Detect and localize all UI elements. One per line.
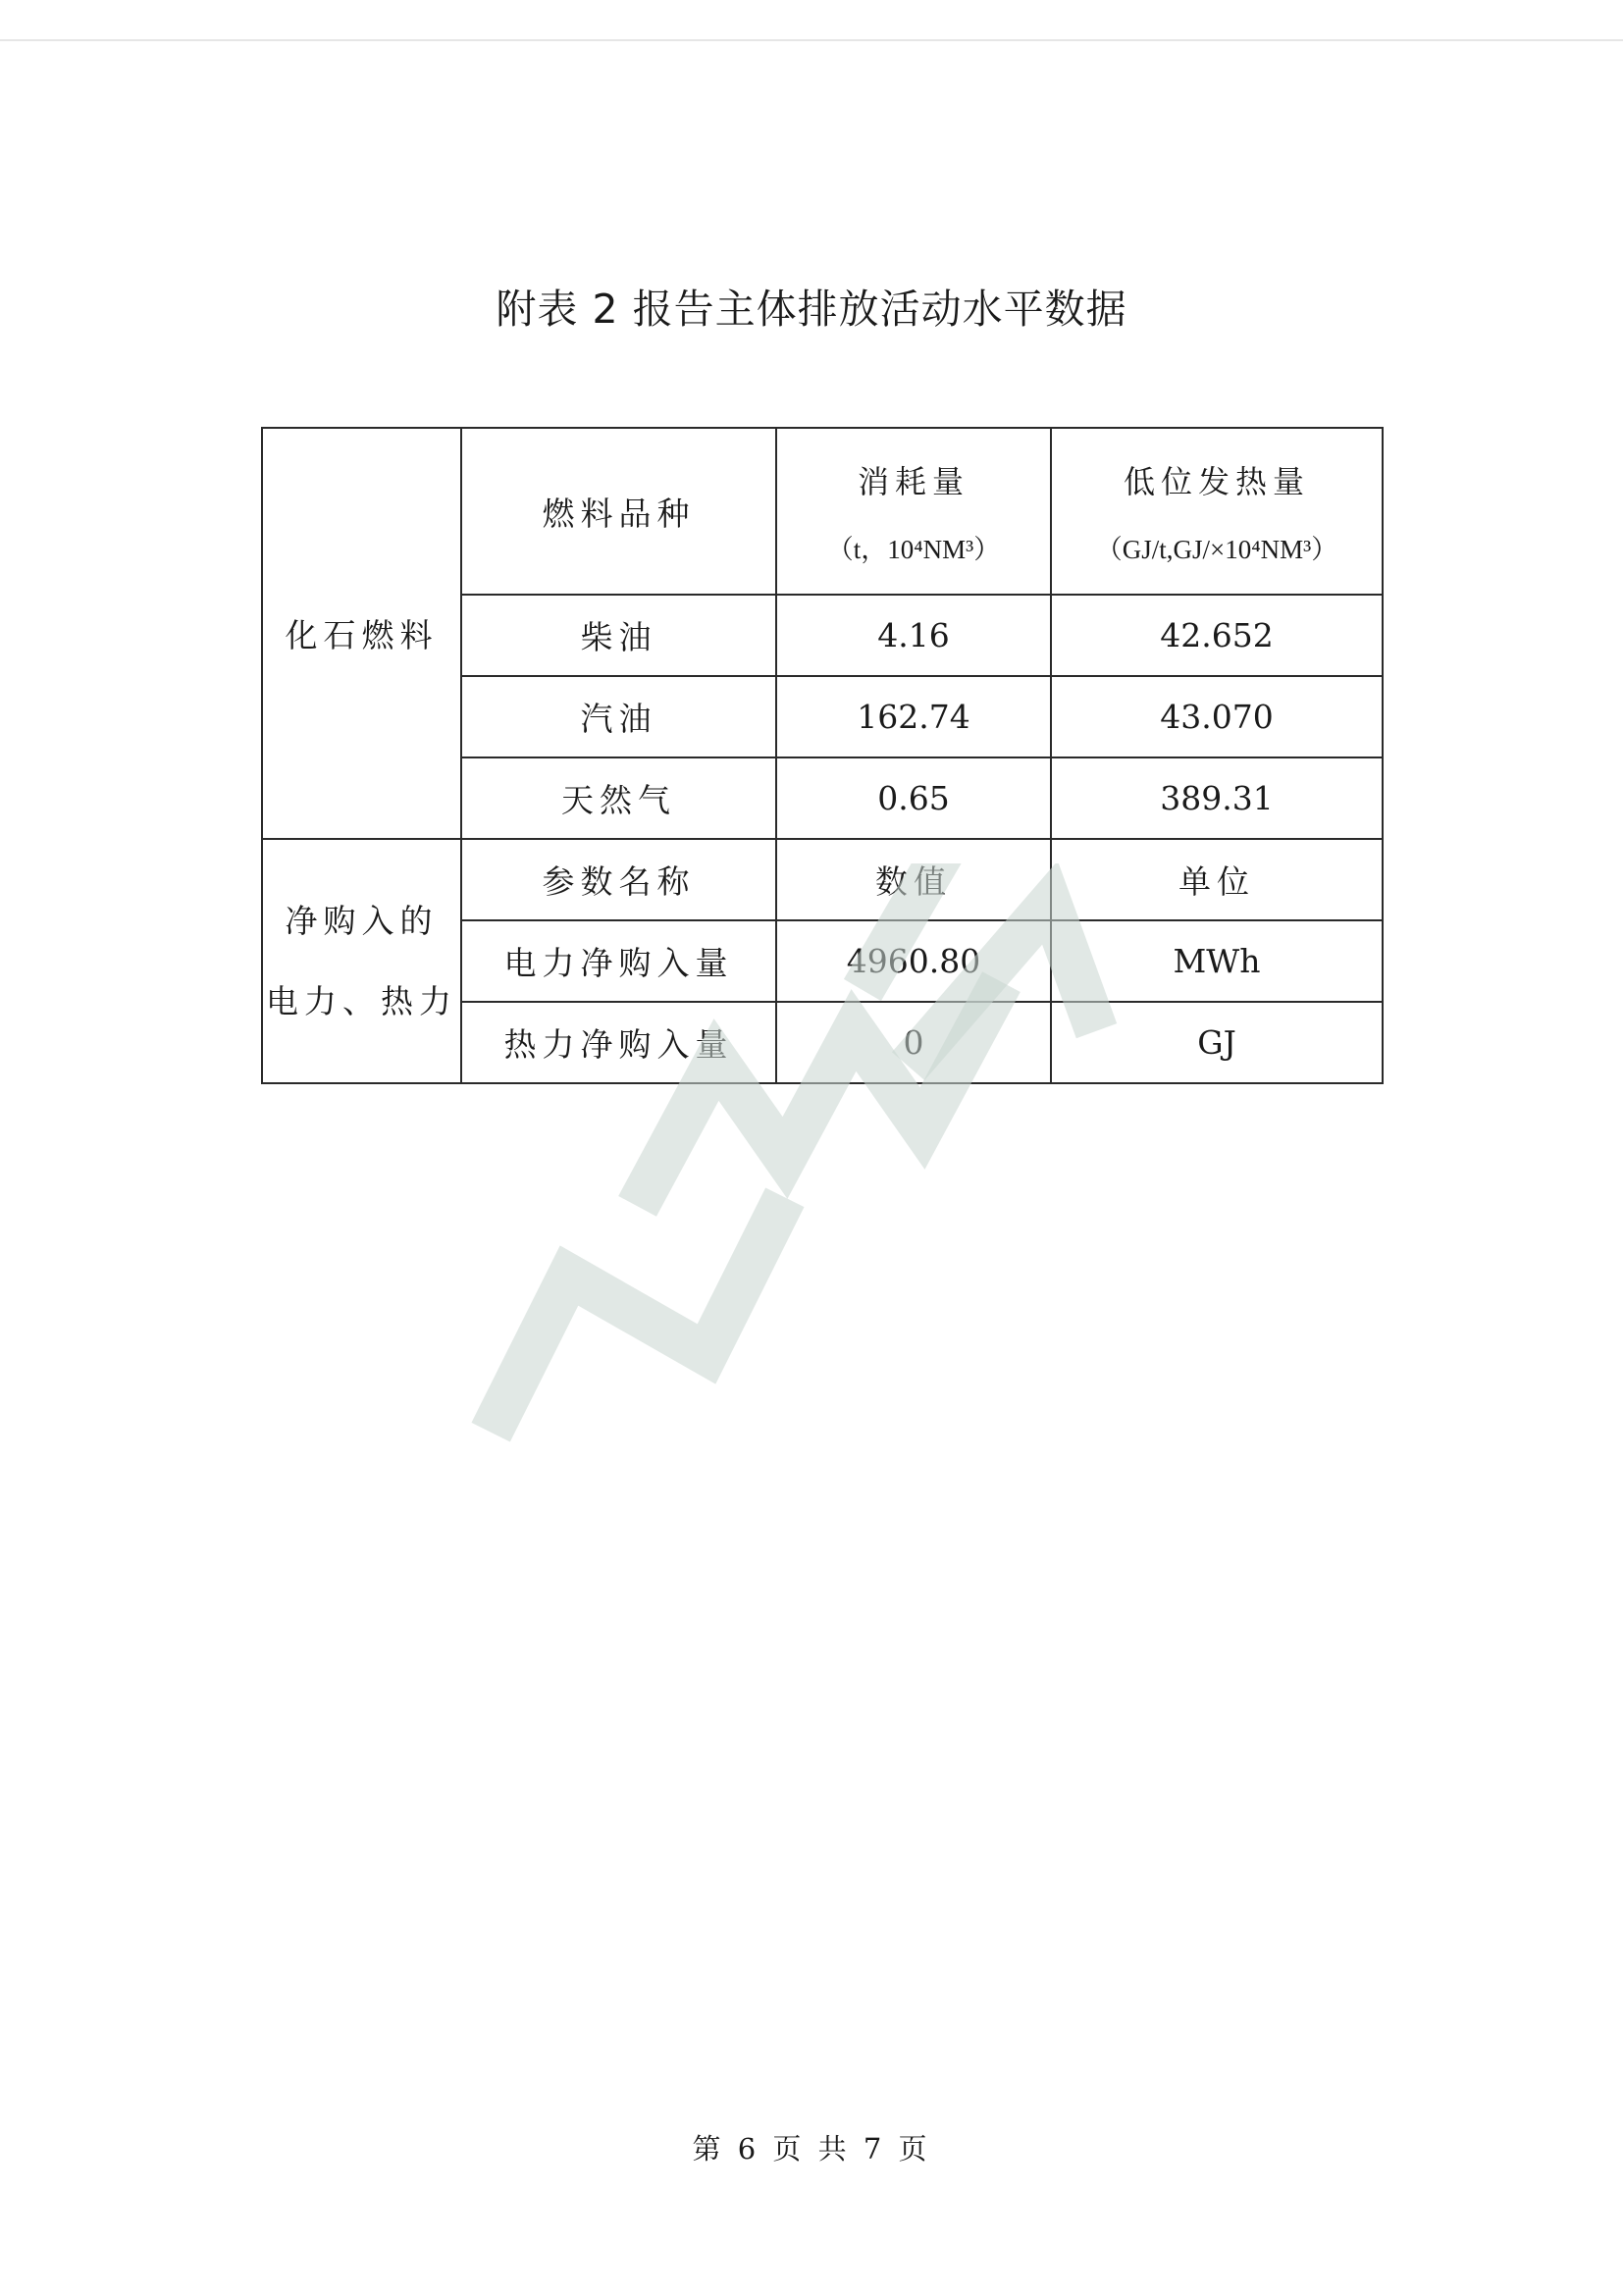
page-title: 附表 2 报告主体排放活动水平数据 — [496, 286, 1127, 333]
param-name: 热力净购入量 — [461, 1002, 776, 1083]
header-ncv-unit: （GJ/t,GJ/×10⁴NM³） — [1095, 534, 1338, 564]
fuel-consumption: 162.74 — [776, 676, 1051, 757]
section-label-line-1: 净购入的 — [285, 901, 439, 940]
header-consumption-unit: （t，10⁴NM³） — [826, 534, 1001, 564]
activity-data-table — [261, 427, 1384, 1084]
section-label-fossil-fuel: 化石燃料 — [262, 428, 461, 839]
page-footer: 第 6 页 共 7 页 — [692, 2132, 931, 2166]
header-ncv — [1051, 428, 1383, 595]
section-label-line-2: 电力、热力 — [266, 981, 457, 1020]
fuel-consumption: 4.16 — [776, 595, 1051, 676]
param-name: 电力净购入量 — [461, 920, 776, 1002]
param-unit: MWh — [1051, 920, 1383, 1002]
header-consumption — [776, 428, 1051, 595]
fuel-name: 汽油 — [461, 676, 776, 757]
param-header-value: 数值 — [776, 839, 1051, 920]
param-unit: GJ — [1051, 1002, 1383, 1083]
scan-top-edge — [0, 39, 1623, 41]
param-header-unit: 单位 — [1051, 839, 1383, 920]
section-label-purchased-energy — [262, 839, 461, 1083]
fuel-ncv: 389.31 — [1051, 757, 1383, 839]
fuel-ncv: 43.070 — [1051, 676, 1383, 757]
table-header-row — [262, 428, 1383, 595]
header-consumption-label: 消耗量 — [857, 462, 969, 500]
param-header-name: 参数名称 — [461, 839, 776, 920]
param-value: 0 — [776, 1002, 1051, 1083]
header-ncv-label: 低位发热量 — [1123, 462, 1310, 500]
fuel-name: 天然气 — [461, 757, 776, 839]
param-value: 4960.80 — [776, 920, 1051, 1002]
header-fuel-type: 燃料品种 — [461, 428, 776, 595]
fuel-ncv: 42.652 — [1051, 595, 1383, 676]
table-row — [262, 839, 1383, 920]
fuel-name: 柴油 — [461, 595, 776, 676]
fuel-consumption: 0.65 — [776, 757, 1051, 839]
